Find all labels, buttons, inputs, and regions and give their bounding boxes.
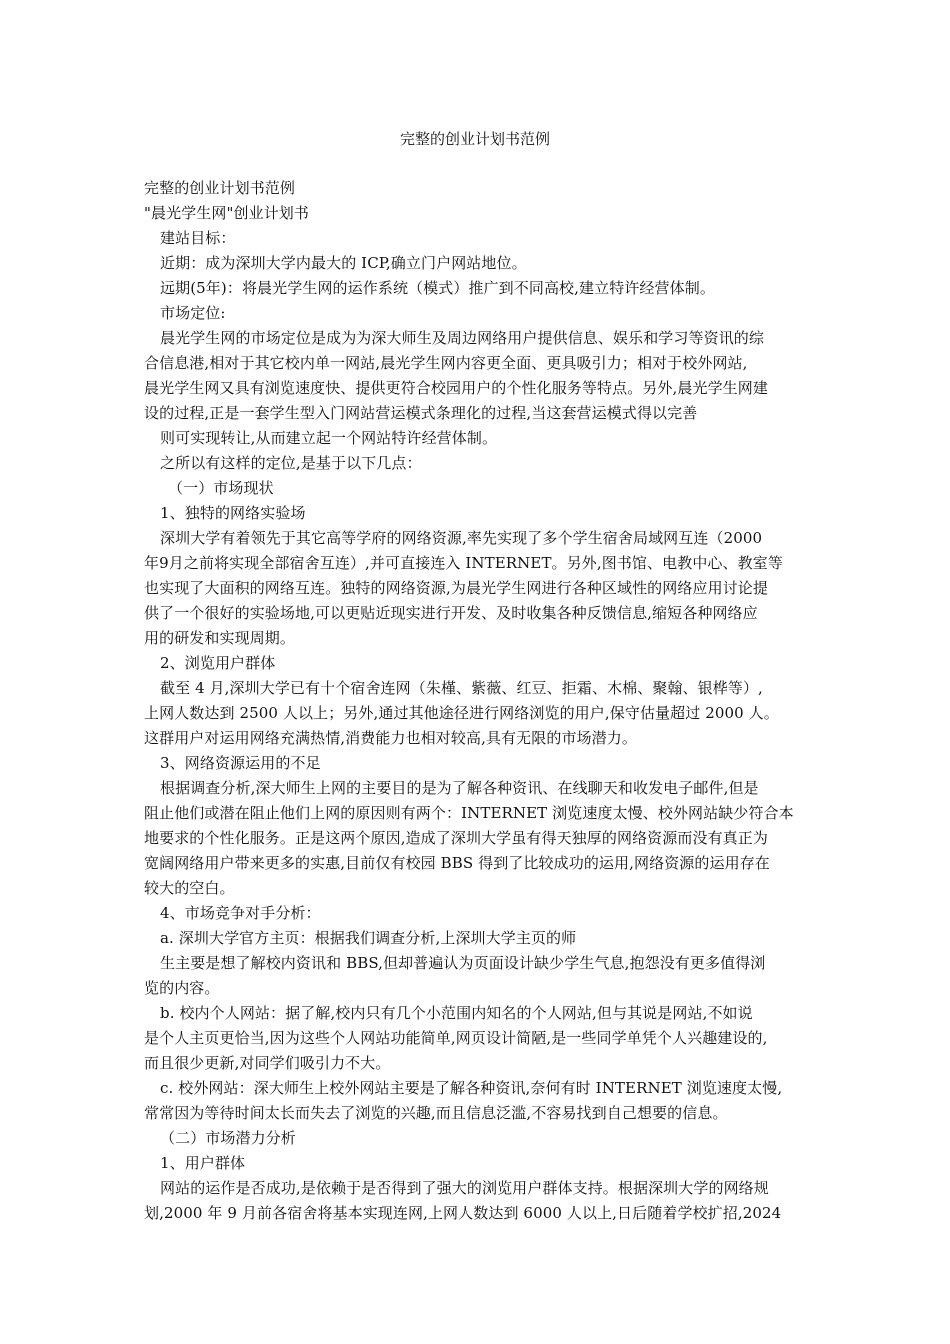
text-line: 截至 4 月,深圳大学已有十个宿舍连网（朱槿、紫薇、红豆、拒霜、木棉、聚翰、银桦等）, — [160, 679, 763, 697]
text-line: 1、用户群体 — [160, 1154, 246, 1172]
text-line: 这群用户对运用网络充满热情,消费能力也相对较高,具有无限的市场潜力。 — [144, 729, 637, 747]
text-line: （二）市场潜力分析 — [160, 1129, 296, 1147]
text-line: b. 校内个人网站：据了解,校内只有几个小范围内知名的个人网站,但与其说是网站,不如说 — [160, 1004, 753, 1022]
text-line: a. 深圳大学官方主页：根据我们调查分析,上深圳大学主页的师 — [160, 929, 577, 947]
text-line: 而且很少更新,对同学们吸引力不大。 — [144, 1054, 391, 1072]
text-line: 市场定位: — [160, 304, 226, 322]
text-line: 晨光学生网的市场定位是成为为深大师生及周边网络用户提供信息、娱乐和学习等资讯的综 — [160, 329, 765, 347]
text-line: 地要求的个性化服务。正是这两个原因,造成了深圳大学虽有得天独厚的网络资源而没有真正为 — [144, 829, 768, 847]
text-line: 之所以有这样的定位,是基于以下几点： — [160, 454, 422, 472]
text-line: 根据调查分析,深大师生上网的主要目的是为了解各种资讯、在线聊天和收发电子邮件,但是 — [160, 779, 759, 797]
text-line: 3、网络资源运用的不足 — [160, 754, 321, 772]
text-line: c. 校外网站：深大师生上校外网站主要是了解各种资讯,奈何有时 INTERNET 浏览速度太慢, — [160, 1079, 783, 1097]
text-line: 较大的空白。 — [144, 879, 235, 897]
text-line: 阻止他们或潜在阻止他们上网的原因则有两个：INTERNET 浏览速度太慢、校外网站缺少符合本 — [144, 804, 794, 822]
text-line: 设的过程,正是一套学生型入门网站营运模式条理化的过程,当这套营运模式得以完善 — [144, 404, 698, 422]
text-line: 远期(5年)：将晨光学生网的运作系统（模式）推广到不同高校,建立特许经营体制。 — [160, 279, 715, 297]
text-line: 深圳大学有着领先于其它高等学府的网络资源,率先实现了多个学生宿舍局域网互连（2000 — [160, 529, 763, 547]
text-line: 览的内容。 — [144, 979, 220, 997]
text-line: 合信息港,相对于其它校内单一网站,晨光学生网内容更全面、更具吸引力；相对于校外网站, — [144, 354, 748, 372]
text-line: 用的研发和实现周期。 — [144, 629, 296, 647]
text-line: 2、浏览用户群体 — [160, 654, 276, 672]
text-line: 生主要是想了解校内资讯和 BBS,但却普遍认为页面设计缺少学生气息,抱怨没有更多值得浏 — [160, 954, 766, 972]
text-line: 4、市场竞争对手分析： — [160, 904, 321, 922]
document-title: 完整的创业计划书范例 — [399, 130, 550, 148]
text-line: （一）市场现状 — [168, 479, 274, 497]
text-line: 网站的运作是否成功,是依赖于是否得到了强大的浏览用户群体支持。根据深圳大学的网络规 — [160, 1179, 769, 1197]
document-body — [144, 176, 812, 1226]
text-line: "晨光学生网"创业计划书 — [144, 204, 309, 222]
text-line: 完整的创业计划书范例 — [144, 179, 296, 197]
text-line: 1、独特的网络实验场 — [160, 504, 306, 522]
text-line: 建站目标： — [160, 229, 236, 247]
text-line: 也实现了大面积的网络互连。独特的网络资源,为晨光学生网进行各种区域性的网络应用讨论提 — [144, 579, 768, 597]
text-line: 常常因为等待时间太长而失去了浏览的兴趣,而且信息泛滥,不容易找到自己想要的信息。 — [144, 1104, 728, 1122]
text-line: 划,2000 年 9 月前各宿舍将基本实现连网,上网人数达到 6000 人以上,日后随着学校扩招,2024 — [144, 1204, 782, 1222]
text-line: 晨光学生网又具有浏览速度快、提供更符合校园用户的个性化服务等特点。另外,晨光学生网建 — [144, 379, 768, 397]
text-line: 近期：成为深圳大学内最大的 ICP,确立门户网站地位。 — [160, 254, 527, 272]
text-line: 供了一个很好的实验场地,可以更贴近现实进行开发、及时收集各种反馈信息,缩短各种网络应 — [144, 604, 758, 622]
text-line: 则可实现转让,从而建立起一个网站特许经营体制。 — [160, 429, 498, 447]
text-line: 上网人数达到 2500 人以上；另外,通过其他途径进行网络浏览的用户,保守估量超过 2000 人。 — [144, 704, 779, 722]
text-line: 宽阔网络用户带来更多的实惠,目前仅有校园 BBS 得到了比较成功的运用,网络资源的运用存在 — [144, 854, 770, 872]
text-line: 是个人主页更恰当,因为这些个人网站功能简单,网页设计简陋,是一些同学单凭个人兴趣建设的, — [144, 1029, 768, 1047]
text-line: 年9月之前将实现全部宿舍互连）,并可直接连入 INTERNET。另外,图书馆、电教中心、教室等 — [144, 554, 783, 572]
